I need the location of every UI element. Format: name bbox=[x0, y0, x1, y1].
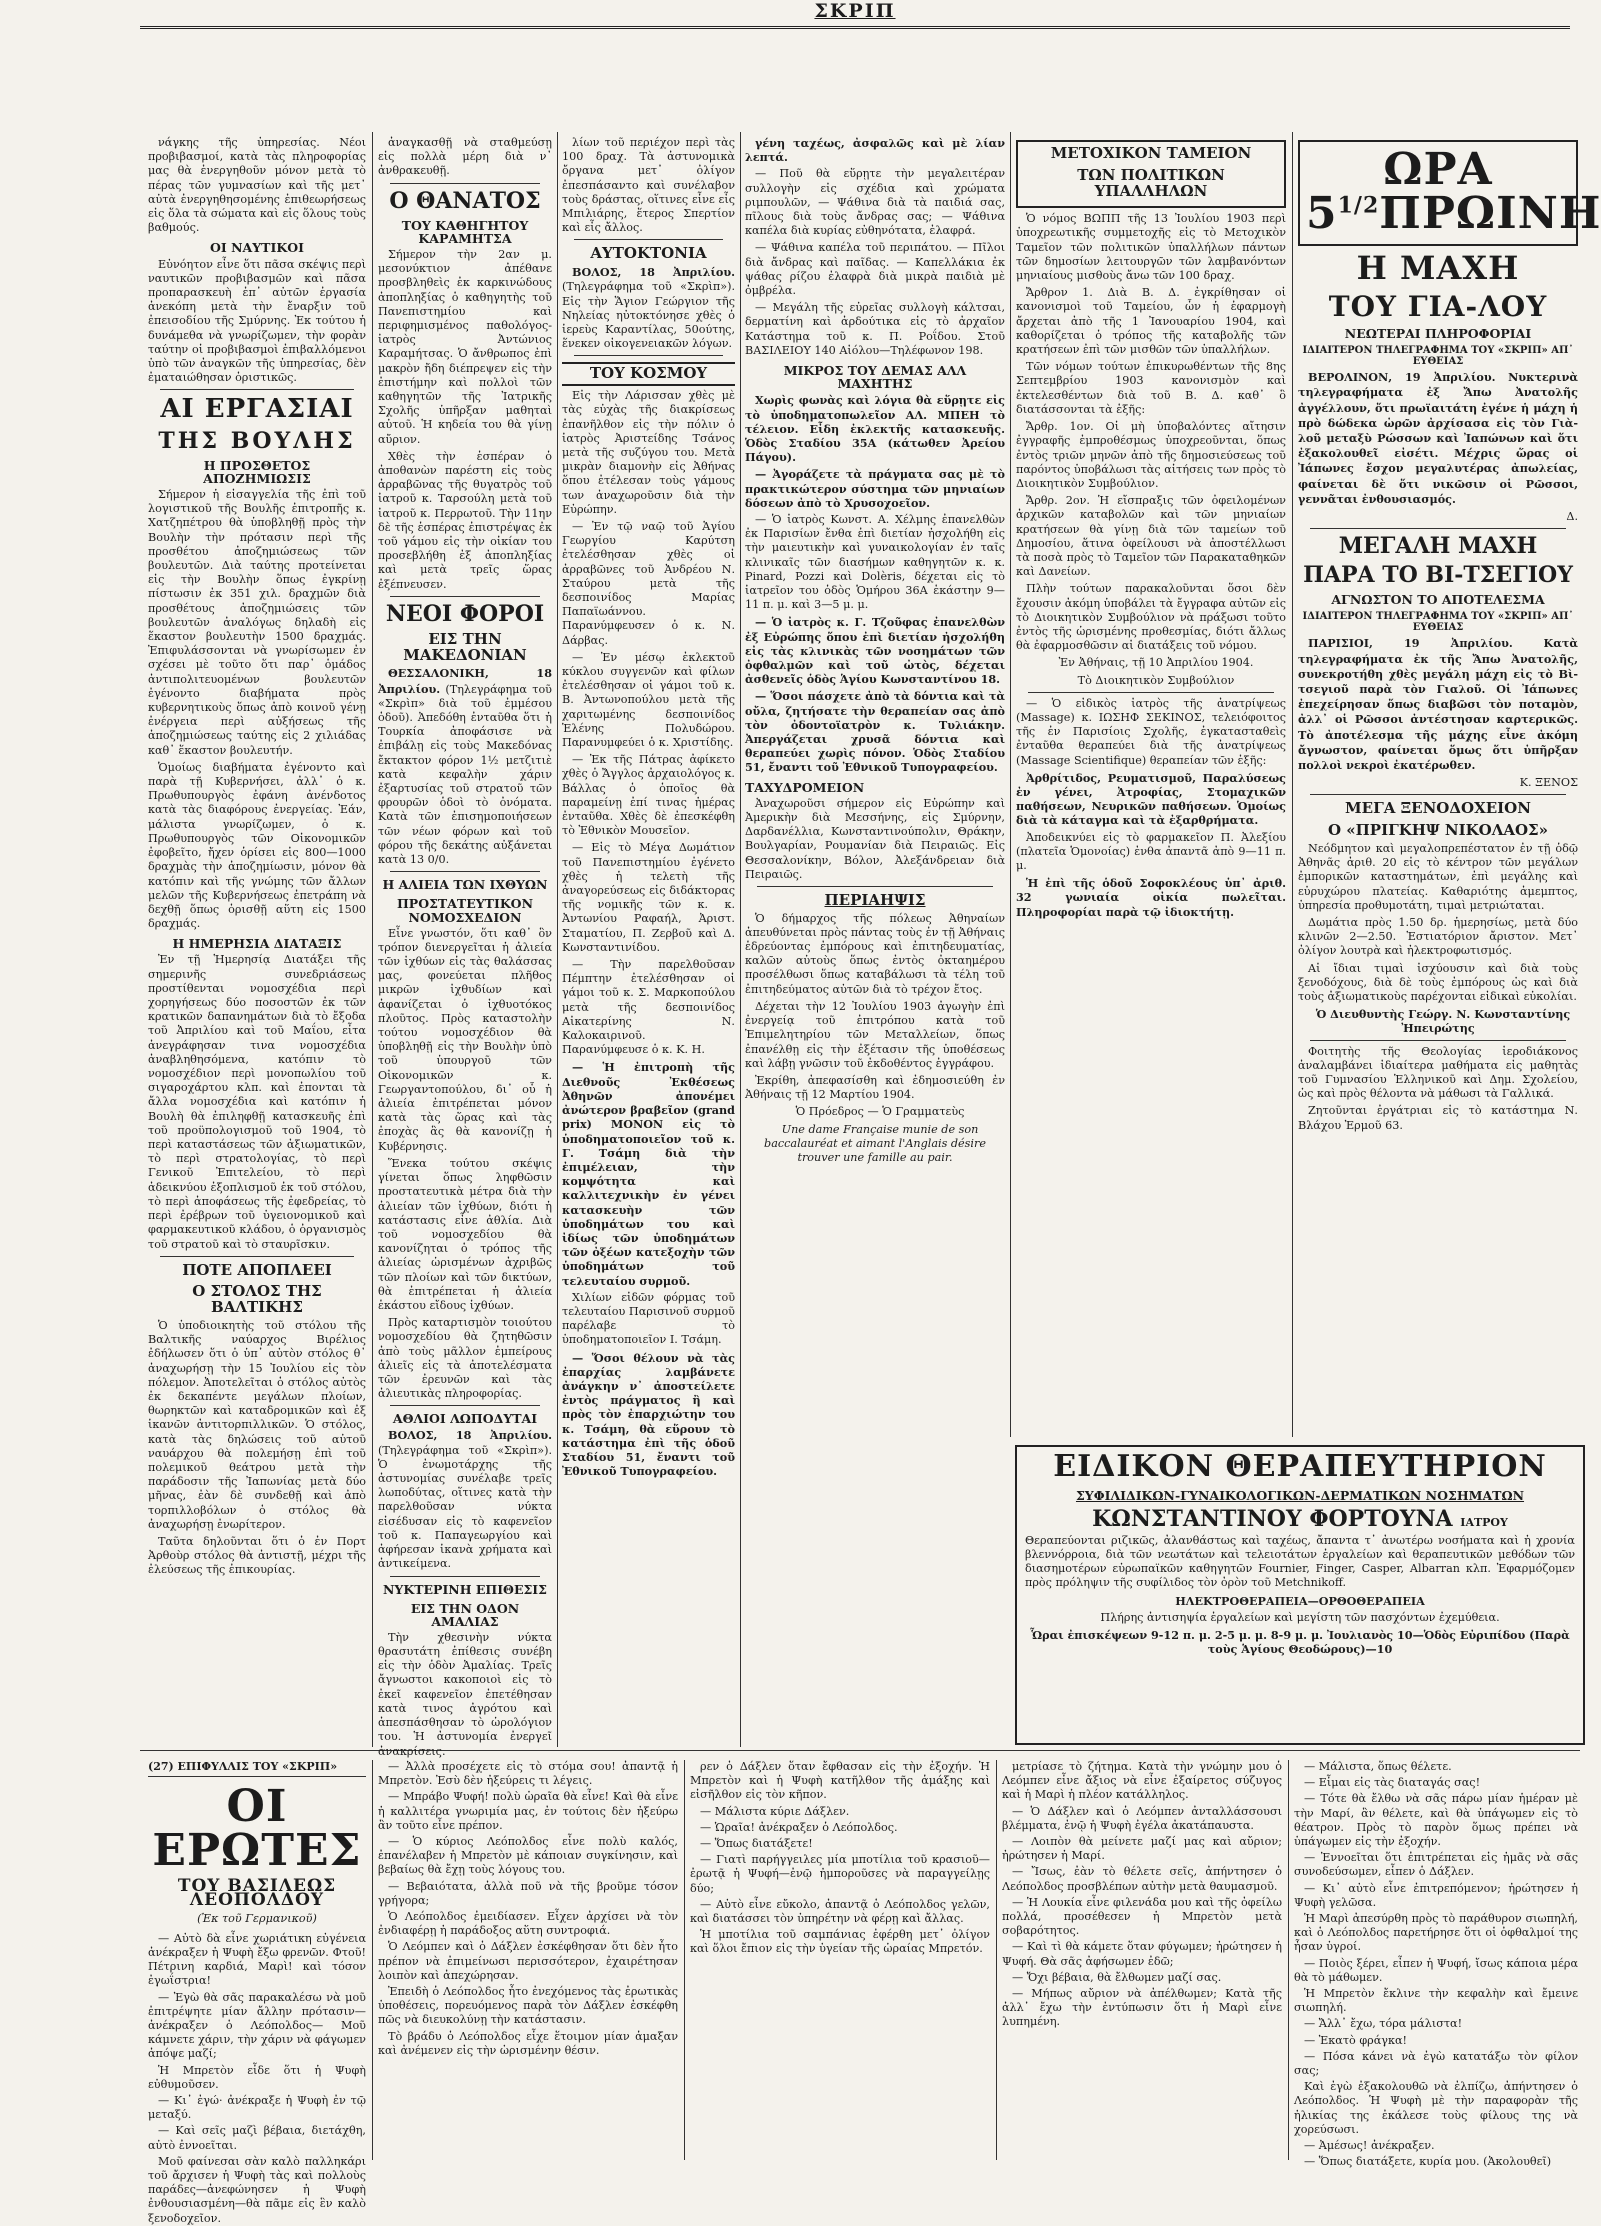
story-text: — Ὁ Δάξλεν καὶ ὁ Λεόμπεν ἀνταλλάσσουσι βλέμματα, ἐνῷ ἡ Ψυφὴ ἐγέλα ἀκατάπαυστα. bbox=[1002, 1804, 1282, 1832]
article-text: Εἶνε γνωστόν, ὅτι καθ᾽ ὃν τρόπον διενεργεῖται ἡ ἀλιεία τῶν ἰχθύων εἰς τὰς θαλάσσας μας, φονεύεται πλῆθος μικρῶν ἰχθυδίων καὶ ἀφανίζεται ὁ ἰχθυοτόκος πλοῦτος. Πρὸς καταστολὴν τούτου νομοσχέδιον θὰ ὑποβληθῇ εἰς τὴν Βουλὴν ὑπὸ τοῦ ὑπουργοῦ τῶν Οἰκονομικῶν κ. Γεωργαντοπούλου, δι᾽ οὗ ἡ ἀλιεία ἐπιτρέπεται μόνον κατὰ τὰς ὥρας καὶ τὰς ἐποχὰς ἃς θὰ κανονίζῃ ἡ Κυβέρνησις. bbox=[378, 926, 552, 1153]
article-text: Πρὸς καταρτισμὸν τοιούτου νομοσχεδίου θὰ ζητηθῶσιν ἀπὸ τοὺς μᾶλλον ἐμπείρους ἁλιεῖς εἰς τὰ ἀποτελέσματα τῶν ἐρευνῶν καὶ τὰς ἀλιευτικὰς πληροφορίας. bbox=[378, 1316, 552, 1401]
story-text: — Ἡ Λουκία εἶνε φιλενάδα μου καὶ τῆς ὀφείλω πολλά, προσέθεσεν ἡ Μπρετὸν μετὰ σοβαρότητος. bbox=[1002, 1895, 1282, 1938]
story-text: Ἡ μποτίλια τοῦ σαμπάνιας ἐφέρθη μετ᾽ ὀλίγον καὶ ὅλοι ἔπιον εἰς τὴν ὑγείαν τῆς ὡραίας Μπρετόν. bbox=[690, 1928, 990, 1956]
story-text: — Ποιὸς ξέρει, εἶπεν ἡ Ψυφή, ἴσως κάποια μέρα θὰ τὸ μάθωμεν. bbox=[1294, 1956, 1578, 1984]
article-text: — Ὁ ἰατρὸς κ. Γ. Τζοῦφας ἐπανελθὼν ἐξ Εὐρώπης ὅπου ἐπὶ διετίαν ἠσχολήθη εἰς τὰς κλινικὰς τῶν νοσημάτων τῶν ὀφθαλμῶν καὶ τοῦ ὠτὸς, δέχεται ἀσθενεῖς ὁδὸς Ἁγίου Κωνσταντίνου 18. bbox=[745, 615, 1005, 687]
divider bbox=[390, 1576, 540, 1577]
article-text: Αἱ ἴδιαι τιμαὶ ἰσχύουσιν καὶ διὰ τοὺς ξενοδόχους, διὰ δὲ τοὺς ἐμπόρους ὡς καὶ διὰ τοὺς ἀξιωματικοὺς παρέχονται εἰδικαὶ εὐκολίαι. bbox=[1298, 961, 1578, 1004]
time-headline bbox=[1306, 144, 1601, 239]
article-text: Φοιτητὴς τῆς Θεολογίας ἱεροδιάκονος ἀναλαμβάνει ἰδιαίτερα μαθήματα εἰς μαθητὰς τοῦ Γυμνασίου Ἑλληνικοῦ καὶ Δημ. Σχολείου, ὡς καὶ πρὸς θέλοντα νὰ μάθωσι τὰ Γαλλικά. bbox=[1298, 1044, 1578, 1101]
article-text: Εὐνόητον εἶνε ὅτι πᾶσα σκέψις περὶ ναυτικῶν προβιβασμῶν καὶ πᾶσα προπαρασκευὴ ἐπ᾽ αὐτῶν ἐργασία ἀνεκόπη μετὰ τὴν ἔναρξιν τοῦ ἐπεισοδίου τῆς Σμύρνης. Ἐκ τούτου ἡ δυνάμεθα νὰ γνωρίζωμεν, τὴν φορὰν ταύτην οἱ προβιβασμοὶ ἐπιβαλλόμενοι ὑπὸ τῶν ἀναγκῶν τῆς ὑπηρεσίας, δὲν ἐματαιώθησαν ὁριστικῶς. bbox=[148, 257, 366, 385]
article-text: Ὁ ὑποδιοικητὴς τοῦ στόλου τῆς Βαλτικῆς ναύαρχος Βιρέλιος ἐδήλωσεν ὅτι ὁ ὑπ᾽ αὐτὸν στόλος θ᾽ ἀναχωρήσῃ τὴν 15 Ἰουλίου εἰς τὸν πόλεμον. Ἀποτελεῖται ὁ στόλος αὐτὸς ἐκ δεκαπέντε μεγάλων πλοίων, θωρηκτῶν καὶ καταδρομικῶν καὶ ἐξ ἱκανῶν ἀντιτορπιλλικῶν. Ὁ στόλος, κατὰ τὰς δηλώσεις τοῦ αὐτοῦ ναυάρχου θὰ πολεμήσῃ ἐπὶ τοῦ πολεμικοῦ θεάτρου μετὰ τὴν παράδοσιν τῆς Ἰαπωνίας μετὰ δύο μῆνας, ἐὰν δὲ συνδεθῇ καὶ ἀπὸ τορπιλλοβόλων ὁ στόλος θὰ ἀναχωρήσῃ ἐνωρίτερον. bbox=[148, 1318, 366, 1531]
article-text: Ὁμοίως διαβήματα ἐγένοντο καὶ παρὰ τῇ Κυβερνήσει, ἀλλ᾽ ὁ κ. Πρωθυπουργὸς ἐφάνη ἀνένδοτος κατὰ τὰς διαφόρους ἐνεργείας. Ἐάν, μάλιστα γνωρίζωμεν, ὁ κ. Πρωθυπουργὸς τῶν Οἰκονομικῶν ἐφοβεῖτο, ἤχεν ὁρίσει εἰς 800—1000 δραχμὰς τὴν ἀποζημίωσιν, μόνον θὰ κατόπιν καὶ τῆς γνώμης τῶν ἄλλων μελῶν τῆς Κυβερνήσεως ἐπετράπη νὰ δεχθῇ ὅπως ὁρισθῇ αὕτη εἰς 1500 δραχμάς. bbox=[148, 760, 366, 931]
story-text: — Ὅπως διατάξετε, κυρία μου. (Ἀκολουθεῖ) bbox=[1304, 2155, 1552, 2169]
feuilleton-column-3 bbox=[690, 1760, 990, 2160]
dateline: ΒΟΛΟΣ, 18 Ἀπριλίου. bbox=[572, 265, 735, 280]
story-text: Ὁ Λεόμπεν καὶ ὁ Δάξλεν ἐσκέφθησαν ὅτι δὲν ἦτο πρέπον νὰ ἐπιμείνωσι περισσότερον, ἐχαιρέτησαν λοιπὸν καὶ ἀπεχώρησαν. bbox=[378, 1940, 678, 1982]
story-text: — Κι᾽ αὐτὸ εἶνε ἐπιτρεπόμενον; ἠρώτησεν ἡ Ψυφὴ γελῶσα. bbox=[1294, 1881, 1578, 1909]
story-text: — Ἄλλ᾽ ἔχω, τόρα μάλιστα! bbox=[1304, 2017, 1463, 2031]
article-text: Ἡ ἐπὶ τῆς ὁδοῦ Σοφοκλέους ὑπ᾽ ἀριθ. 32 γωνιαία οἰκία πωλεῖται. Πληροφορίαι παρὰ τῷ ἰδιοκτήτῃ. bbox=[1016, 876, 1286, 919]
headline: ΠΑΡΑ ΤΟ ΒΙ-ΤΣΕΓΙΟΥ bbox=[1303, 562, 1573, 589]
article-text: Τὴν χθεσινὴν νύκτα θρασυτάτη ἐπίθεσις συνέβη εἰς τὴν ὁδὸν Ἀμαλίας. Τρεῖς ἄγνωστοι κακοποιοὶ εἰς τὸ ἐκεῖ καφενεῖον ἐπετέθησαν κατὰ τινος ἀγρότου καὶ ἀπεσπάσθησαν τὸ ὡρολόγιον του. Ἡ ἀστυνομία ἐνεργεῖ ἀνακρίσεις. bbox=[378, 1630, 552, 1758]
story-text: — Αὐτὸ δὰ εἶνε χωριάτικη εὐγένεια ἀνέκραξεν ἡ Ψυφὴ ἔξω φρενῶν. Φτοῦ! Πέτρινη καρδιά, Μαρὶ! καὶ τόσον ἐγωΐστρια! bbox=[148, 1931, 366, 1988]
article-text: νάγκης τῆς ὑπηρεσίας. Νέοι προβιβασμοί, κατὰ τὰς πληροφορίας μας θὰ ἐνεργηθοῦν μόνον μετὰ τὸ πέρας τῶν γυμνασίων καὶ τῆς μετ᾽ αὐτὰ ἐνεργηθησομένης ἐπιθεωρήσεως εἰς ὅλα τὰ σώματα καὶ εἰς ὅλους τοὺς βαθμούς. bbox=[148, 136, 366, 235]
story-text: — Λοιπὸν θὰ μείνετε μαζί μας καὶ αὔριον; ἠρώτησεν ἡ Μαρί. bbox=[1002, 1835, 1282, 1863]
headline: ΜΙΚΡΟΣ ΤΟΥ ΔΕΜΑΣ ΑΛΛ ΜΑΧΗΤΗΣ bbox=[783, 363, 967, 392]
story-text: Ὁ Λεόπολδος ἐμειδίασεν. Εἶχεν ἀρχίσει νὰ τὸν ἐνδιαφέρῃ ἡ παράδοξος αὕτη συντροφιά. bbox=[378, 1910, 678, 1938]
story-text: — Γιατὶ παρήγγειλες μία μποτίλια τοῦ κρασιοῦ—ἐρωτᾷ ἡ Ψυφή—ἐνῷ ἠμποροῦσες νὰ παραγγείλῃς δύο; bbox=[690, 1853, 990, 1895]
story-text: — Ἐκατὸ φράγκα! bbox=[1304, 2033, 1408, 2047]
story-text: — Ἴσως, ἐὰν τὸ θέλετε σεῖς, ἀπήντησεν ὁ Λεόπολδος προσβλέπων αὐτὴν μετὰ θαυμασμοῦ. bbox=[1002, 1865, 1282, 1893]
feuilleton-column-2 bbox=[378, 1760, 678, 2160]
time-headline-hour: ΩΡΑ 5 bbox=[1306, 144, 1493, 239]
article-text: Δωμάτια πρὸς 1.50 δρ. ἡμερησίως, μετὰ δύο κλινῶν 2—2.50. Ἑστιατόριον ἄριστον. Μετ᾽ ὀλίγον λουτρὰ καὶ ἠλεκτροφωτισμός. bbox=[1298, 916, 1578, 958]
headline: ΕΙΣ ΤΗΝ ΜΑΚΕΔΟΝΙΑΝ bbox=[403, 629, 527, 664]
time-headline-label: ΠΡΩΙΝΗ bbox=[1379, 188, 1601, 239]
article-text: Ζητοῦνται ἐργάτριαι εἰς τὸ κατάστημα Ν. Βλάχου Ἑρμοῦ 63. bbox=[1298, 1104, 1578, 1132]
headline: ΝΥΚΤΕΡΙΝΗ ΕΠΙΘΕΣΙΣ bbox=[383, 1581, 547, 1597]
signature: Δ. bbox=[1566, 509, 1578, 523]
article-text: Εἰς τὴν Λάρισσαν χθὲς μὲ τὰς εὐχὰς τῆς διακρίσεως ἐπανῆλθον εἰς τὴν πόλιν ὁ ἰατρὸς Ἀριστείδης Τσάνος μετὰ τῆς συζύγου του. Μετὰ μικρὰν διαμονὴν εἰς Ἀθήνας ὅπου ἐτέλεσαν τοὺς γάμους των ἀναχωροῦσιν διὰ τὴν Εὐρώπην. bbox=[562, 389, 735, 516]
dateline: ΠΑΡΙΣΙΟΙ, 19 Ἀπριλίου. bbox=[1308, 636, 1513, 651]
divider bbox=[1310, 794, 1566, 795]
headline: ΜΕΤΟΧΙΚΟΝ ΤΑΜΕΙΟΝ bbox=[1050, 144, 1252, 162]
headline: Η ΜΑΧΗ bbox=[1356, 249, 1520, 287]
newspaper-name: ΣΚΡΙΠ bbox=[814, 0, 896, 22]
story-text: Ἐπειδὴ ὁ Λεόπολδος ἦτο ἐνεχόμενος τὰς ἐρωτικὰς ὑποθέσεις, πορευόμενος παρὰ τὸν Δάξλεν ἐσκέφθη πῶς νὰ διευκολύνῃ τὴν κατάστασιν. bbox=[378, 1985, 678, 2027]
article-text: Σήμερον τὴν 2αν μ. μεσονύκτιον ἀπέθανε προσβληθεὶς ἐκ καρκινώδους ἀποπληξίας ὁ καθηγητὴς τοῦ Πανεπιστημίου καὶ περιφημισμένος παθολόγος-ἰατρὸς Ἀντώνιος Καραμήτσας. Ὁ ἄνθρωπος ἐπὶ μακρὸν ἤδη διέπρεψεν εἰς τὴν ἐπιστήμην καὶ πολλοὶ τῶν καθηγητῶν τῆς Ἰατρικῆς Σχολῆς ὑπῆρξαν μαθηταὶ αὐτοῦ. Ἡ κηδεία του θὰ γίνῃ αὔριον. bbox=[378, 247, 552, 446]
headline: ΕΙΣ ΤΗΝ ΟΔΟΝ ΑΜΑΛΙΑΣ bbox=[410, 1600, 520, 1629]
article-text: Ἐκρίθη, ἀπεφασίσθη καὶ ἐδημοσιεύθη ἐν Ἀθήναις τῇ 12 Μαρτίου 1904. bbox=[745, 1073, 1005, 1102]
feuilleton-subtitle: ΤΟΥ ΒΑΣΙΛΕΩΣ ΛΕΟΠΟΛΔΟΥ bbox=[177, 1876, 337, 1911]
article-text: Ἄρθρ. 1ον. Οἱ μὴ ὑποβαλόντες αἴτησιν ἐγγραφῆς ἐμπροθέσμως ὑποχρεοῦνται, ὅπως ἐντὸς τριῶν μηνῶν ἀπὸ τῆς δημοσιεύσεως τοῦ παρόντος ὑποβάλωσι τὰς αἰτήσεις των πρὸς τὸ Διοικητικὸν Συμβούλιον. bbox=[1016, 420, 1286, 490]
article-text: Θεραπεύονται ριζικῶς, ἀλανθάστως καὶ ταχέως, ἄπαντα τ᾽ ἀνωτέρω νοσήματα καὶ ἡ χρονία βλεννόρροια, διὰ τῶν νεωτάτων καὶ τελειοτάτων ἐργαλείων καὶ θεραπευτικῶν μεθόδων τῶν διασημοτέρων εὐρωπαϊκῶν καθηγητῶν Fournier, Finger, Casper, Albarran κλπ. Ἐφαρμόζομεν πρὸς πρόληψιν τῆς συφίλιδος τὸν ὀρὸν τοῦ Metchnikoff. bbox=[1025, 1533, 1575, 1590]
notice-box bbox=[1016, 140, 1286, 208]
article-text: — Ἀγοράζετε τὰ πράγματα σας μὲ τὸ πρακτικώτερον σύστημα τῶν μηνιαίων δόσεων ἀπὸ τὸ Χρυσοχοεῖον. bbox=[745, 467, 1005, 510]
story-text: — Ἀλλὰ προσέχετε εἰς τὸ στόμα σου! ἀπαντᾷ ἡ Μπρετὸν. Ἐσὺ δὲν ἠξεύρεις τι λέγεις. bbox=[378, 1760, 678, 1788]
headline: ΠΕΡΙΑΗΨΙΣ bbox=[824, 890, 926, 909]
feuilleton-column-5 bbox=[1294, 1760, 1578, 2169]
headline: ΝΕΟΙ ΦΟΡΟΙ bbox=[385, 600, 545, 627]
article-text: Νυκτερινὰ τηλεγραφήματα ἐξ Ἄπω Ἀνατολῆς ἀγγέλλουν, ὅτι πρωϊαιτάτη ἐγένε ἡ μάχη ἡ πρὸ δώδεκα ὡρῶν ἀρχίσασα εἰς τὸν Γιὰ-λοῦ μεταξὺ Ρώσσων καὶ Ἰαπώνων καὶ ὅτι ἐξακολουθεῖ εἰσέτι. Μέχρις ὥρας οἱ Ἰάπωνες ἔσχον μεγαλυτέρας ἀπωλείας, φαίνεται δὲ ὅτι νικῶσιν οἱ Ρῶσσοι, γεννᾶται ἐνθουσιασμός. bbox=[1298, 370, 1579, 506]
article-text: — Ὅσοι πάσχετε ἀπὸ τὰ δόντια καὶ τὰ οὔλα, ζητήσατε τὴν θεραπείαν σας ἀπὸ τὸν ὀδοντοϊατρὸν κ. Τυλιάκην. Ἀπεργάζεται χρυσᾶ δόντια καὶ θεραπεύει χωρὶς πόνον. Ὁδὸς Σταδίου 51, ἔναντι τοῦ Ἐθνικοῦ Τυπογραφείου. bbox=[745, 689, 1005, 775]
story-text: Μοῦ φαίνεσαι σὰν καλὸ παλληκάρι τοῦ ἄρχισεν ἡ Ψυφὴ τὰς καὶ πολλοὺς παράδες—ἀνεφώνησεν ἡ Ψυφὴ ἐνθουσιασμένη—θὰ πᾶμε εἰς ἓν καλὸ ξενοδοχεῖον. bbox=[148, 2154, 366, 2225]
article-text: — Ἐκ τῆς Πάτρας ἀφίκετο χθὲς ὁ Ἄγγλος ἀρχαιολόγος κ. Βάλλας ὁ ὁποῖος θὰ παραμείνῃ ἐπί τινας ἡμέρας ἐνταῦθα. Χθὲς δὲ ἐπεσκέφθη τὸ Ἐθνικὸν Μουσεῖον. bbox=[562, 753, 735, 838]
divider bbox=[160, 1256, 354, 1257]
column-rule bbox=[740, 132, 741, 1747]
article-text: Ἄρθρ. 2ον. Ἡ εἴσπραξις τῶν ὀφειλομένων ἀρχικῶν καταβολῶν καὶ τῶν μηνιαίων κρατήσεων θὰ γίνῃ διὰ τῶν ταμείων τοῦ Δημοσίου, ἅτινα ὀφείλουσι νὰ ἀποστέλλωσι τὰ ποσὰ πρὸς τὸ Ταμεῖον τῶν Παρακαταθηκῶν καὶ Δανείων. bbox=[1016, 494, 1286, 579]
story-text: Ἡ Μπρετὸν εἶδε ὅτι ἡ Ψυφὴ εὐθυμοῦσεν. bbox=[148, 2063, 366, 2091]
subheadline: ΑΓΝΩΣΤΟΝ ΤΟ ΑΠΟΤΕΛΕΣΜΑ bbox=[1331, 592, 1545, 608]
article-text: (Τηλεγράφημα τοῦ «Σκρὶπ»). Ὁ ἐνωμοτάρχης τῆς ἀστυνομίας συνέλαβε τρεῖς λωποδύτας, οἵτινες κατὰ τὴν παρελθοῦσαν νύκτα εἰσέδυσαν εἰς τὸ καφενεῖον τοῦ κ. Παπαγεωργίου καὶ ἀφήρεσαν ἱκανὰ χρήματα καὶ ἀντικείμενα. bbox=[378, 1443, 552, 1571]
divider bbox=[390, 1405, 540, 1406]
column-5 bbox=[1016, 136, 1286, 1436]
headline: ΑΥΤΟΚΤΟΝΙΑ bbox=[590, 244, 707, 263]
headline: ΤΩΝ ΠΟΛΙΤΙΚΩΝ ΥΠΑΛΛΗΛΩΝ bbox=[1077, 165, 1225, 200]
article-text: Κατὰ τηλεγραφήματα ἐκ τῆς Ἄπω Ἀνατολῆς, συνεκροτήθη χθὲς μεγάλη μάχη εἰς τὸ Βὶ-τσεγιοῦ παρὰ τὸν Γιαλοῦ. Οἱ Ἰάπωνες ἐπεχείρησαν ὅπως διαβῶσι τὸν ποταμὸν, ἀλλ᾽ οἱ Ρῶσσοι ἀντέστησαν καρτερικῶς. Τὸ ἀποτέλεσμα τῆς μάχης εἶνε ἀκόμη ἄγνωστον, φαίνεται ὅμως ὅτι ὑπῆρξαν πολλοὶ νεκροὶ ἐκατέρωθεν. bbox=[1298, 636, 1578, 773]
article-text: Ἀναχωροῦσι σήμερον εἰς Εὐρώπην καὶ Ἀμερικὴν διὰ Μεσσήνης, εἰς Σμύρνην, Δαρδανέλλια, Κωνσταντινούπολιν, Θράκην, Βουλγαρίαν, Ρουμανίαν διὰ Πειραιῶς. Εἰς Θεσσαλονίκην, Βόλον, Ἀλεξάνδρειαν διὰ Πειραιῶς. bbox=[745, 796, 1005, 881]
story-text: — Αὐτὸ εἶνε εὔκολο, ἀπαντᾷ ὁ Λεόπολδος γελῶν, καὶ διατάσσει τὸν ὑπηρέτην νὰ φέρῃ καὶ ἄλλας. bbox=[690, 1897, 990, 1926]
section-rule bbox=[140, 1750, 1580, 1751]
article-text: (Τηλεγράφημα τοῦ «Σκρὶπ»). Εἰς τὴν Ἅγιον Γεώργιον τῆς Νηλείας ηὐτοκτόνησε χθὲς ὁ ἱερεὺς Καραντίλας, 50ούτης, ἕνεκεν οἰκογενειακῶν λόγων. bbox=[562, 280, 735, 351]
story-text: — Ἀμέσως! ἀνέκραξεν. bbox=[1304, 2139, 1435, 2153]
column-rule bbox=[684, 1760, 685, 2160]
article-text: Πλήρης ἀντισηψία ἐργαλείων καὶ μεγίστη τῶν πασχόντων ἐχεμύθεια. bbox=[1100, 1610, 1500, 1624]
story-text: Ἡ Μαρὶ ἀπεσύρθη πρὸς τὸ παράθυρον σιωπηλή, καὶ ὁ Λεόπολδος παρετήρησε ὅτι οἱ ὀφθαλμοί της ἦσαν ὑγροί. bbox=[1294, 1912, 1578, 1954]
subheadline: ΣΥΦΙΛΙΔΙΚΩΝ-ΓΥΝΑΙΚΟΛΟΓΙΚΩΝ-ΔΕΡΜΑΤΙΚΩΝ ΝΟΣΗΜΑΤΩΝ bbox=[1075, 1487, 1525, 1503]
headline: ΤΑΧΥΔΡΟΜΕΙΟΝ bbox=[745, 779, 865, 795]
article-text: Ταῦτα δηλοῦνται ὅτι ὁ ἐν Πορτ Ἀρθοὺρ στόλος θὰ ἀντιστῇ, μέχρι τῆς ἐλεύσεως τῆς ἐπικουρίας. bbox=[148, 1535, 366, 1577]
article-text: Χιλίων εἰδῶν φόρμας τοῦ τελευταίου Παρισινοῦ συρμοῦ παρέλαβε τὸ ὑποδηματοποιεῖον Ι. Τσάμη. bbox=[562, 1290, 735, 1347]
article-text: Χωρὶς φωνὰς καὶ λόγια θὰ εὕρῃτε εἰς τὸ ὑποδηματοπωλεῖον ΑΛ. ΜΠΕΗ τὸ τέλειον. Εἶδη ἐκλεκτῆς κατασκευῆς. Ὁδὸς Σταδίου 35Α (κάτωθεν Ἀρείου Πάγου). bbox=[745, 393, 1005, 465]
article-text: Ὁ δήμαρχος τῆς πόλεως Ἀθηναίων ἀπευθύνεται πρὸς πάντας τοὺς ἐν τῇ Ἀθήναις ἑδρεύοντας ἐμπόρους καὶ ἐπιτηδευματίας, καλῶν αὐτοὺς ὅπως ἐντὸς ὀκταημέρου προσέλθωσι ὅπως καταβάλωσι τὰ τέλη τοῦ ἐπιτηδεύματος αὐτῶν διὰ τὸ τρέχον ἔτος. bbox=[745, 911, 1005, 996]
article-text: — Ὅσοι θέλουν νὰ τὰς ἐπαρχίας λαμβάνετε ἀνάγκην ν᾽ ἀποστείλετε ἐντὸς πράγματος ἢ καὶ πρὸς τὸν ἐπαρχιώτην του κ. Τσάμη, θὰ εὕρουν τὸ κατάστημα ἐπὶ τῆς ὁδοῦ Σταδίου 51, ἔναντι τοῦ Ἐθνικοῦ Τυπογραφείου. bbox=[562, 1350, 735, 1479]
article-text: — Ποῦ θὰ εὕρῃτε τὴν μεγαλειτέραν συλλογὴν εἰς σχέδια καὶ χρώματα ριμπουλῶν, — Ψάθινα διὰ τὰ παιδιά σας, πῖλους διὰ τοὺς ἄνδρας σας; — Ψάθινα καπέλα διὰ κυρίας εὐθηνότατα, ἐλαφρά. bbox=[745, 167, 1005, 238]
article-text: λίων τοῦ περιέχον περὶ τὰς 100 δραχ. Τὰ ἀστυνομικὰ ὄργανα μετ᾽ ὀλίγον ἐπεσπάσαντο καὶ συνέλαβον τοὺς δράστας, οἵτινες εἶνε εἷς Μπιλιάρης, ἕτερος Σπερτίον καὶ εἷς ἄλλος. bbox=[562, 136, 735, 235]
article-text: — Ἐν μέσῳ ἐκλεκτοῦ κύκλου συγγενῶν καὶ φίλων ἐτελέσθησαν οἱ γάμοι τοῦ κ. Β. Ἀντωνοπούλου μετὰ τῆς χαριτωμένης δεσποινίδος Ἑλένης Πολυδώρου. Παρανυμφεύει ὁ κ. Χριστίδης. bbox=[562, 650, 735, 750]
headline: ΤΟΥ ΚΟΣΜΟΥ bbox=[562, 362, 735, 386]
article-text: Ἀποδεικνύει εἰς τὸ φαρμακεῖον Π. Ἀλεξίου (πλατεῖα Ὁμονοίας) ἐνθα ἀπαντᾶ ἀπὸ 9—11 π. μ. bbox=[1016, 830, 1286, 872]
story-text: — Ὁ κύριος Λεόπολδος εἶνε πολὺ καλός, ἐπανέλαβεν ἡ Μπρετὸν μὲ κάποιαν συγκίνησιν, καὶ βεβαίως θὰ ἔχῃ τοὺς λόγους του. bbox=[378, 1835, 678, 1877]
signature: Ὁ Διευθυντὴς Γεώργ. Ν. Κωνσταντίνης Ἠπειρώτης bbox=[1315, 1007, 1571, 1036]
dateline: ΒΕΡΟΛΙΝΟΝ, 19 Ἀπριλίου. bbox=[1308, 370, 1496, 385]
article-text: Πλὴν τούτων παρακαλοῦνται ὅσοι δὲν ἔχουσιν ἀκόμη ὑποβάλει τὰ ἔγγραφα αὐτῶν εἰς τὸ Διοικητικὸν Συμβούλιον νὰ πράξωσι τοῦτο ἐντὸς τῆς ὡρισμένης προθεσμίας, διότι ἄλλως θὰ ἐφαρμοσθῶσιν αἱ διατάξεις τοῦ νόμου. bbox=[1016, 582, 1286, 653]
article-text: Ἕνεκα τούτου σκέψις γίνεται ὅπως ληφθῶσιν προστατευτικὰ μέτρα διὰ τὴν ἀλιείαν τῶν ἰχθύων, διότι ἡ κατάστασις εἶνε ἀθλία. Διὰ τοῦ νομοσχεδίου θὰ κανονίζηται ὁ τρόπος τῆς ἀλιείας ὡρισμένων ἀχριβῶς τῶν πλοίων καὶ τῶν δικτύων, θὰ ἐπιτρέπεται ἡ ἀλιεία ἑκάστου εἴδους ἰχθύων. bbox=[378, 1156, 552, 1312]
dateline: ΒΟΛΟΣ, 18 Ἀπριλίου. bbox=[388, 1428, 552, 1443]
article-text: Une dame Française munie de son baccalauréat et aimant l'Anglais désire trouver une famille au pair. bbox=[764, 1122, 986, 1164]
story-text: Καὶ ἐγὼ ἐξακολουθῶ νὰ ἐλπίζω, ἀπήντησεν ὁ Λεόπολδος. Ἡ Ψυφὴ μὲ τὴν παραφορὰν τῆς ἡλικίας της ἐκάλεσε τοὺς φίλους της νὰ χορεύσωσι. bbox=[1294, 2080, 1578, 2136]
source-line: ΙΔΙΑΙΤΕΡΟΝ ΤΗΛΕΓΡΑΦΗΜΑ ΤΟΥ «ΣΚΡΙΠ» ΑΠ᾽ ΕΥΘΕΙΑΣ bbox=[1302, 611, 1574, 633]
headline: ΑΘΛΙΟΙ ΛΩΠΟΔΥΤΑΙ bbox=[392, 1411, 538, 1427]
article-text: ἀναγκασθῇ νὰ σταθμεύσῃ εἰς πολλὰ μέρη διὰ ν᾽ ἀνθρακευθῇ. bbox=[378, 136, 552, 178]
divider bbox=[1310, 1040, 1566, 1041]
feuilleton-column-4 bbox=[1002, 1760, 1282, 2160]
feuilleton-title: ΟΙ ΕΡΩΤΕΣ bbox=[152, 1781, 362, 1877]
story-text: — Καὶ σεῖς μαζὶ βέβαια, διετάχθη, αὐτὸ ἐννοεῖται. bbox=[148, 2124, 366, 2152]
article-text: Ἀρθρίτιδος, Ρευματισμοῦ, Παραλύσεως ἐν γένει, Ἀτροφίας, Στομαχικῶν παθήσεων, Νευρικῶν παθήσεων. Ὁμοίως διὰ τὰ κάταγμα καὶ τὰ ἐξαρθρήματα. bbox=[1016, 770, 1286, 828]
article-text: — Ἡ ἐπιτροπὴ τῆς Διεθνοῦς Ἐκθέσεως Ἀθηνῶν ἀπονέμει ἀνώτερον βραβεῖον (grand prix) ΜΟΝΟΝ εἰς τὸ ὑποδηματοποιεῖον τοῦ κ. Γ. Τσάμη διὰ τὴν ἐπιμέλειαν, τὴν κομψότητα καὶ καλλιτεχνικὴν ἐν γένει κατασκευὴν τῶν ὑποδημάτων του καὶ ἰδίως τῶν ὑποδημάτων τῶν ὀξέων κατεξοχὴν τῶν ὑποδημάτων τοῦ τελευταίου συρμοῦ. bbox=[562, 1060, 735, 1288]
divider bbox=[390, 871, 540, 872]
divider bbox=[390, 183, 540, 184]
story-text: — Ὡραῖα! ἀνέκραξεν ὁ Λεόπολδος. bbox=[700, 1820, 898, 1834]
headline: ΟΙ ΝΑΥΤΙΚΟΙ bbox=[210, 240, 304, 256]
headline: ΠΟΤΕ ΑΠΟΠΛΕΕΙ bbox=[182, 1260, 332, 1279]
dateline: ΘΕΣΣΑΛΟΝΙΚΗ, 18 Ἀπριλίου. bbox=[378, 666, 552, 696]
time-headline-fraction: 1/2 bbox=[1337, 192, 1380, 219]
column-rule bbox=[1288, 1760, 1289, 2160]
article-text: — Τὴν παρελθοῦσαν Πέμπτην ἐτελέσθησαν οἱ γάμοι τοῦ κ. Σ. Μαρκοπούλου μετὰ τῆς δεσποινίδος Αἰκατερίνης Ν. Καλοκαιρινοῦ. Παρανύμφευσε ὁ κ. Κ. Η. bbox=[562, 958, 735, 1057]
column-rule bbox=[372, 1760, 373, 2160]
subheadline: Η ΠΡΟΣΘΕΤΟΣ ΑΠΟΖΗΜΙΩΣΙΣ bbox=[203, 457, 311, 486]
story-text: — Καὶ τὶ θὰ κάμετε ὅταν φύγωμεν; ἠρώτησεν ἡ Ψυφή. Θὰ σᾶς ἀφήσωμεν ἐδῶ; bbox=[1002, 1940, 1282, 1968]
article-text: (Τηλεγράφημα τοῦ «Σκρὶπ» διὰ τοῦ ἐμμέσου ὁδοῦ). Ἀπεδόθη ἐνταῦθα ὅτι ἡ Τουρκία ἀποφάσισε νὰ ἐπιβάλῃ εἰς τοὺς Μακεδόνας ἔκτακτον φόρον 1½ μετζιτιὲ κατὰ κεφαλὴν χάριν ἐξαρτυσίας τοῦ στρατοῦ τῶν φρουρῶν ὁδοὶ τὸ ὀνόματα. Κατὰ τῶν ἐπισημοποιήσεων τῶν νέων φόρων καὶ τοῦ φόρου τῆς δεκάτης αὐξάνεται κατὰ 13 0/0. bbox=[378, 682, 552, 867]
story-text: — Εἶμαι εἰς τὰς διαταγάς σας! bbox=[1304, 1776, 1481, 1790]
column-rule bbox=[557, 132, 558, 1747]
headline: ΜΕΓΑ ΞΕΝΟΔΟΧΕΙΟΝ bbox=[1345, 799, 1531, 818]
divider bbox=[390, 596, 540, 597]
story-text: — Τότε θὰ ἔλθω νὰ σᾶς πάρω μίαν ἡμέραν μὲ τὴν Μαρί, ἂν θέλετε, καὶ θὰ ὑπάγωμεν εἰς τὸ θέατρον. Πρὸς τὸ παρὸν ὅμως πρέπει νὰ ὑπάγωμεν εἰς τὴν ἐξοχήν. bbox=[1294, 1792, 1578, 1849]
headline: Ο ΣΤΟΛΟΣ ΤΗΣ ΒΑΛΤΙΚΗΣ bbox=[192, 1282, 322, 1317]
column-3 bbox=[562, 136, 735, 1741]
clinic-doctor-name bbox=[1025, 1505, 1575, 1532]
article-text: Σήμερον ἡ εἰσαγγελία τῆς ἐπὶ τοῦ λογιστικοῦ τῆς Βουλῆς ἐπιτροπῆς κ. Χατζηπέτρου θὰ ὑποβληθῇ πρὸς τὴν Βουλὴν τὴν πρότασιν περὶ τῆς προσθέτου ἀποζημιώσεως τῶν βουλευτῶν. Διὰ ταύτης προτείνεται εἰς τὴν Βουλὴν ὅπως ἐγκρίνῃ πίστωσιν ἐκ 351 χιλ. δραχμῶν διὰ προσθέτους ἀποζημιώσεις τῶν βουλευτῶν ἀναλόγως δηλαδὴ εἰς ἕκαστον βουλευτὴν 1500 δραχμάς. Ἐπιφυλάσσονται νὰ γνωρίσωμεν ἐν σχέσει μὲ τοῦτο ὅτι παρ᾽ ὁμάδος ἀντιπολιτευομένων βουλευτῶν ἐγένοντο διαβήματα πρὸς κυβερνητικοὺς ὅπως ἀπὸ κοινοῦ γένῃ ἐνέργεια περὶ αὐξήσεως τῆς ἀποζημιώσεως ταύτης εἰς 2 χιλιάδας καθ᾽ ἕκαστον βουλευτήν. bbox=[148, 488, 366, 757]
breaking-news-box bbox=[1298, 140, 1601, 246]
story-text: — Ὄχι βέβαια, θὰ ἔλθωμεν μαζί σας. bbox=[1012, 1970, 1222, 1984]
doctor-name: ΚΩΝΣΤΑΝΤΙΝΟΥ ΦΟΡΤΟΥΝΑ bbox=[1092, 1505, 1453, 1532]
subheadline: Η ΗΜΕΡΗΣΙΑ ΔΙΑΤΑΞΙΣ bbox=[172, 936, 342, 952]
source-line: ΙΔΙΑΙΤΕΡΟΝ ΤΗΛΕΓΡΑΦΗΜΑ ΤΟΥ «ΣΚΡΙΠ» ΑΠ᾽ ΕΥΘΕΙΑΣ bbox=[1302, 345, 1574, 367]
article-text: Τῶν νόμων τούτων ἐπικυρωθέντων τῆς 8ης Σεπτεμβρίου 1903 κανονισμὸν καὶ ἐκτελεσθέντων διὰ τοῦ Β. Δ. καθ᾽ ὃ διατάσσονται τὰ ἑξῆς: bbox=[1016, 360, 1286, 416]
headline: ΕΙΔΙΚΟΝ ΘΕΡΑΠΕΥΤΗΡΙΟΝ bbox=[1053, 1449, 1547, 1484]
masthead bbox=[140, 0, 1570, 29]
article-text: Χθὲς τὴν ἑσπέραν ὁ ἀποθανὼν παρέστη εἰς τοὺς ἀρραβῶνας τῆς θυγατρὸς τοῦ ἰατροῦ κ. Ταρσούλη μετὰ τοῦ ἰατροῦ κ. Περρωτοῦ. Τὴν 11ην δὲ τῆς ἑσπέρας ἐπιστρέψας ἐκ τοῦ γάμου εἰς τὴν οἰκίαν του προσεβλήθη ἐξ ἀποπληξίας καὶ μετὰ τρεῖς ὥρας ἐξέπνευσεν. bbox=[378, 449, 552, 591]
article-text: — Μεγάλη τῆς εὐρεῖας συλλογὴ κάλτσαι, δερματίνη καὶ ἀρδούτικα εἰς τὸ ἀρχαῖον Κατάστημα τοῦ κ. Π. Ροΐδου. Στοῦ ΒΑΣΙΛΕΙΟΥ 140 Αἰόλου—Τηλέφωνον 198. bbox=[745, 301, 1005, 357]
feuilleton-column-1 bbox=[148, 1760, 366, 2225]
article-text: Ὁ νόμος ΒΩΠΠ τῆς 13 Ἰουλίου 1903 περὶ ὑποχρεωτικῆς συμμετοχῆς εἰς τὸ Μετοχικὸν Ταμεῖον τῶν πολιτικῶν ὑπαλλήλων πάντων τῶν δημοσίων λειτουργῶν τῶν λαμβανόντων μηνιαίους μισθοὺς ἄνω τῶν 100 δραχ. bbox=[1016, 212, 1286, 283]
story-text: — Μάλιστα κύριε Δάξλεν. bbox=[700, 1804, 850, 1818]
story-text: μετρίασε τὸ ζήτημα. Κατὰ τὴν γνώμην μου ὁ Λεόμπεν εἶνε ἄξιος νὰ εἶνε ἐξαίρετος σύζυγος καὶ ἡ Μαρὶ ἡ πλέον κατάλληλος. bbox=[1002, 1760, 1282, 1802]
article-text: — Ψάθινα καπέλα τοῦ περιπάτου. — Πῖλοι διὰ ἄνδρας καὶ παῖδας. — Καπελλάκια ἐκ ψάθας ρίζου ἐλαφρὰ διὰ μικρὰ παιδιὰ μὲ ὁμβρέλα. bbox=[745, 241, 1005, 298]
divider bbox=[1310, 528, 1566, 529]
headline: Η ΑΛΙΕΙΑ ΤΩΝ ΙΧΘΥΩΝ bbox=[382, 877, 548, 893]
article-text: Νεόδμητον καὶ μεγαλοπρεπέστατον ἐν τῇ ὁδῷ Ἀθηνᾶς ἀριθ. 20 εἰς τὸ κέντρον τῶν μεγάλων ἐμπορικῶν καταστημάτων, ἐπὶ μεγάλης καὶ εὐρυχώρου πλατείας. Καθαριότης ἀμεμπτος, ὑπηρεσία προθυμοτάτη, τιμαὶ μετριώταται. bbox=[1298, 841, 1578, 912]
feuilleton-tag: (27) ΕΠΙΦΥΛΛΙΣ ΤΟΥ «ΣΚΡΙΠ» bbox=[148, 1760, 366, 1777]
article-text: Ἐν Ἀθήναις, τῇ 10 Ἀπριλίου 1904. bbox=[1058, 656, 1254, 670]
headline: ΤΟΥ ΓΙΑ-ΛΟΥ bbox=[1328, 289, 1548, 323]
column-rule bbox=[1010, 132, 1011, 1437]
story-text: Τὸ βράδυ ὁ Λεόπολδος εἶχε ἕτοιμον μίαν ἁμαξαν καὶ ἀνέμενεν εἰς τὴν ὡρισμένην θέσιν. bbox=[378, 2029, 678, 2057]
story-text: — Κι᾽ ἐγώ· ἀνέκραξε ἡ Ψυφὴ ἐν τῷ μεταξύ. bbox=[148, 2094, 366, 2122]
headline: ΜΕΓΑΛΗ ΜΑΧΗ bbox=[1338, 533, 1538, 560]
column-rule bbox=[996, 1760, 997, 2160]
column-4 bbox=[745, 136, 1005, 1741]
article-text: Ἐν τῇ Ἡμερησίᾳ Διατάξει τῆς σημερινῆς συνεδριάσεως προστίθενται νομοσχέδια περὶ χορηγήσεως δύο ποσοστῶν ἐκ τῶν κρατικῶν δαπανημάτων διὰ τὸ ἔξοδα τοῦ Ἀπριλίου καὶ τοῦ Μαΐου, εἶτα ἀνεγράφησαν τινα νομοσχέδια ἀναβληθησόμενα, κατόπιν τὸ νομοσχέδιον περὶ μονοπωλίου τοῦ σιγαροχάρτου κλπ. καὶ ἐπονται τὰ ἄλλα νομοσχέδια καὶ κατόπιν ἡ Βουλὴ θὰ ἐπιληφθῇ κατασκευῆς ἐπὶ τοῦ προϋπολογισμοῦ τοῦ 1904, τὸ περὶ καταστάσεως τῶν ἀξιωματικῶν, τὸ περὶ στρατολογίας, τὸ περὶ Γενικοῦ Ἐπιτελείου, τὸ περὶ ἀδεικνύου ἐξοπλισμοῦ ἐκ τοῦ στόλου, τὸ περὶ ἀποφάσεως τῆς ἐφεδρείας, τὸ περὶ ἐρέβρων τοῦ ὑγειονομικοῦ καὶ φαρμακευτικοῦ κλάδου, ὁ ὀργανισμὸς τοῦ στρατοῦ καὶ τὸ σταυρῖσκιν. bbox=[148, 953, 366, 1251]
divider bbox=[574, 239, 723, 240]
subheadline: ΤΟΥ ΚΑΘΗΓΗΤΟΥ ΚΑΡΑΜΗΤΣΑ bbox=[401, 217, 529, 246]
story-text: — Ἐννοεῖται ὅτι ἐπιτρέπεται εἰς ἡμᾶς νὰ σᾶς συνοδεύσωμεν, εἶπεν ὁ Δάξλεν. bbox=[1294, 1851, 1578, 1879]
article-text: — Ἐν τῷ ναῷ τοῦ Ἁγίου Γεωργίου Καρύτση ἐτελέσθησαν χθὲς οἱ ἀρραβῶνες τοῦ Ἀνδρέου Ν. Σταύρου μετὰ τῆς δεσποινίδος Μαρίας Παπαϊωάννου. Παρανύμφευσεν ὁ κ. Ν. Δάρβας. bbox=[562, 519, 735, 647]
story-text: — Μπράβο Ψυφή! πολὺ ὡραῖα θὰ εἶνε! Καὶ θὰ εἶνε ἡ καλλιτέρα γνωριμία μας, ἐν τούτοις δὲν ἠξεύρω ἂν τοῦτο εἶνε πρέπον. bbox=[378, 1790, 678, 1832]
story-text: — Βεβαιότατα, ἀλλὰ ποῦ νὰ τῆς βροῦμε τόσον γρήγορα; bbox=[378, 1879, 678, 1907]
article-text: ΗΛΕΚΤΡΟΘΕΡΑΠΕΙΑ—ΟΡΘΟΘΕΡΑΠΕΙΑ bbox=[1175, 1593, 1425, 1608]
story-text: — Ἐγὼ θὰ σᾶς παρακαλέσω νὰ μοῦ ἐπιτρέψητε μίαν ἄλλην πρότασιν—ἀνέκραξεν ὁ Λεόπολδος— Μοῦ κάμνετε χάριν, τὴν χάριν νὰ φάγωμεν ἀπόψε μαζί; bbox=[148, 1990, 366, 2061]
story-text: Ἡ Μπρετὸν ἔκλινε τὴν κεφαλὴν καὶ ἔμεινε σιωπηλή. bbox=[1294, 1987, 1578, 2015]
article-text: Ἄρθρον 1. Διὰ Β. Δ. ἐγκρίθησαν οἱ κανονισμοὶ τοῦ Ταμείου, ὧν ἡ ἐφαρμογὴ ἄρχεται ἀπὸ τῆς 1 Ἰανουαρίου 1904, καὶ καθορίζεται ὁ τρόπος τῆς καταβολῆς τῶν κρατήσεων ἐπὶ τῶν μισθῶν τῶν ὑπαλλήλων. bbox=[1016, 286, 1286, 357]
doctor-title: ΙΑΤΡΟΥ bbox=[1460, 1515, 1508, 1529]
divider bbox=[574, 355, 723, 356]
column-rule bbox=[1292, 132, 1293, 1437]
clinic-advertisement bbox=[1015, 1445, 1585, 1745]
headline: ΤΗΣ ΒΟΥΛΗΣ bbox=[158, 427, 356, 454]
signature: Τὸ Διοικητικὸν Συμβούλιον bbox=[1077, 673, 1235, 687]
article-text: Ὧραι ἐπισκέψεων 9-12 π. μ. 2-5 μ. μ. 8-9 μ. μ. Ἰουλιανὸς 10—Ὁδὸς Εὐριπίδου (Παρὰ τοὺς Ἁγίους Θεοδώρους)—10 bbox=[1030, 1627, 1570, 1657]
article-text: — Ὁ εἰδικὸς ἰατρὸς τῆς ἀνατρίψεως (Massage) κ. ΙΩΣΗΦ ΣΕΚΙΝΟΣ, τελειόφοιτος τῆς ἐν Παρισίοις Σχολῆς, ἐγκατασταθεὶς ἐνταῦθα θεραπεύει διὰ τῆς ἀνατρίψεως (Massage Scientifique) θεραπείαν τῶν ἑξῆς: bbox=[1016, 696, 1286, 767]
article-text: Δέχεται τὴν 12 Ἰουλίου 1903 ἀγωγὴν ἐπὶ ἐνεργείᾳ τοῦ ἐπιτρόπου κατὰ τοῦ Ἐπιμελητηρίου τῶν Μεταλλείων, ὅπως ἐπανέλθῃ εἰς τὴν ἐξέτασιν τῆς ὑποθέσεως καὶ λάβῃ γνῶσιν τοῦ ἐκδοθέντος ἐγγράφου. bbox=[745, 999, 1005, 1070]
subheadline: ΠΡΟΣΤΑΤΕΥΤΙΚΟΝ ΝΟΜΟΣΧΕΔΙΟΝ bbox=[396, 896, 533, 925]
headline: ΑΙ ΕΡΓΑΣΙΑΙ bbox=[160, 394, 354, 425]
article-text: — Ὁ ἰατρὸς Κωνστ. Α. Χέλμης ἐπανελθὼν ἐκ Παρισίων ἔνθα ἐπὶ διετίαν ἠσχολήθη εἰς τὴν μαιευτικὴν καὶ γυναικολογίαν ἐν ταῖς κλινικαῖς τῶν διασήμων καθηγητῶν κ. κ. Pinard, Pozzi καὶ Dolèris, δέχεται εἰς τὸ ἰατρεῖον του ὁδὸς Ὁμήρου 36Α ἑκάστην 9—11 π. μ. καὶ 3—5 μ. μ. bbox=[745, 512, 1005, 612]
column-2 bbox=[378, 136, 552, 1758]
signature: Κ. ΞΕΝΟΣ bbox=[1519, 776, 1578, 790]
article-text: — Εἰς τὸ Μέγα Δωμάτιον τοῦ Πανεπιστημίου ἐγένετο χθὲς ἡ τελετὴ τῆς ἀναγορεύσεως εἰς διδάκτορας τῆς νομικῆς τῶν κ. κ. Ἀντωνίου Ραφαήλ, Ἀριστ. Σταματίου, Π. Ζερβοῦ καὶ Δ. Κωνσταντινίδου. bbox=[562, 841, 735, 954]
column-6 bbox=[1298, 136, 1601, 1436]
article-text: γένη ταχέως, ἀσφαλῶς καὶ μὲ λίαν λεπτά. bbox=[745, 136, 1005, 165]
signature: Ὁ Πρόεδρος — Ὁ Γραμματεὺς bbox=[795, 1105, 965, 1119]
headline: Ο «ΠΡΙΓΚΗΨ ΝΙΚΟΛΑΟΣ» bbox=[1327, 821, 1549, 840]
column-rule bbox=[372, 132, 373, 1747]
divider bbox=[160, 389, 354, 390]
story-text: — Πόσα κάνει νὰ ἐγὼ κατατάξω τὸν φίλον σας; bbox=[1294, 2049, 1578, 2078]
divider bbox=[1028, 692, 1274, 693]
divider bbox=[757, 886, 993, 887]
story-text: — Ὅπως διατάξετε! bbox=[700, 1837, 813, 1851]
column-1 bbox=[148, 136, 366, 1741]
story-text: — Μάλιστα, ὅπως θέλετε. bbox=[1304, 1760, 1452, 1773]
subheadline: ΝΕΩΤΕΡΑΙ ΠΛΗΡΟΦΟΡΙΑΙ bbox=[1344, 325, 1532, 341]
story-text: — Μήπως αὔριον νὰ ἀπέλθωμεν; Κατὰ τῆς ἀλλ᾽ ἔχω τὴν ἐντύπωσιν ὅτι ἡ Μαρὶ εἶνε λυπημένη. bbox=[1002, 1987, 1282, 2029]
story-text: ρεν ὁ Δάξλεν ὅταν ἔφθασαν εἰς τὴν ἐξοχήν. Ἡ Μπρετὸν καὶ ἡ Ψυφὴ κατῆλθον τῆς ἁμάξης καὶ εἰσῆλθον εἰς τὸν κῆπον. bbox=[690, 1760, 990, 1802]
headline: Ο ΘΑΝΑΤΟΣ bbox=[389, 187, 541, 214]
feuilleton-source: (Ἐκ τοῦ Γερμανικοῦ) bbox=[197, 1911, 317, 1925]
